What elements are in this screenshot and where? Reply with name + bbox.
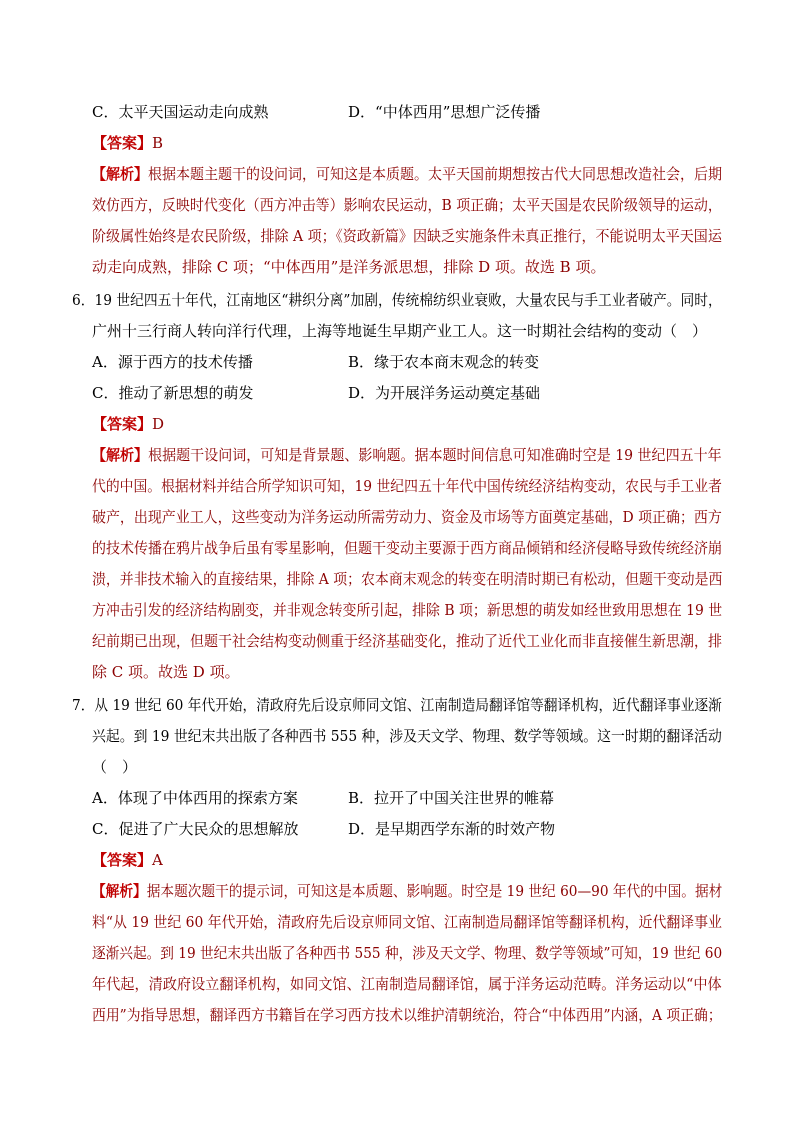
- q7-option-d: D．是早期西学东渐的时效产物: [348, 820, 556, 838]
- q5-answer-line: [92, 134, 163, 152]
- q7-analysis-line-4: 年代起，清政府设立翻译机构，如同文馆、江南制造局翻译馆，属于洋务运动范畴。洋务运动以“中体: [92, 975, 722, 993]
- answer-value: A: [152, 851, 163, 869]
- answer-tag: 【答案】: [92, 134, 153, 152]
- q7-option-c: C．促进了广大民众的思想解放: [92, 820, 299, 838]
- analysis-text: 根据题干设问词，可知是背景题、影响题。据本题时间信息可知准确时空是 19 世纪四五十年: [148, 446, 722, 464]
- q6-stem-line-1: 6．19 世纪四五十年代，江南地区“耕织分离”加剧，传统棉纺织业衰败，大量农民与手工业者破产。同时，: [72, 291, 722, 309]
- q6-analysis-line-2: 代的中国。根据材料并结合所学知识可知，19 世纪四五十年代中国传统经济结构变动，农民与手工业者: [92, 477, 722, 495]
- q6-stem-line-2: 广州十三行商人转向洋行代理，上海等地诞生早期产业工人。这一时期社会结构的变动（ ）: [92, 322, 708, 340]
- q6-option-c: C．推动了新思想的萌发: [92, 384, 254, 402]
- q5-option-c: C．太平天国运动走向成熟: [92, 103, 269, 121]
- q7-analysis-line-3: 逐渐兴起。到 19 世纪末共出版了各种西书 555 种，涉及天文学、物理、数学等领域”可知，19 世纪 60: [92, 944, 723, 962]
- answer-value: B: [152, 134, 164, 152]
- q7-stem-line-2: 兴起。到 19 世纪末共出版了各种西书 555 种，涉及天文学、物理、数学等领域。这一时期的翻译活动: [92, 727, 722, 745]
- q5-analysis-line-1: [92, 165, 722, 183]
- q5-analysis-line-3: 阶级属性始终是农民阶级，排除 A 项；《资政新篇》因缺乏实施条件未真正推行，不能说明太平天国运: [92, 227, 722, 245]
- q6-analysis-line-1: [92, 446, 722, 464]
- q7-analysis-line-2: 料“从 19 世纪 60 年代开始，清政府先后设京师同文馆、江南制造局翻译馆等翻译机构，近代翻译事业: [92, 913, 722, 931]
- q5-option-d: D．“中体西用”思想广泛传播: [348, 103, 541, 121]
- analysis-text: 根据本题主题干的设问词，可知这是本质题。太平天国前期想按古代大同思想改造社会，后期: [148, 165, 723, 183]
- q7-option-a: A．体现了中体西用的探索方案: [92, 789, 298, 807]
- analysis-tag: 【解析】: [92, 882, 147, 900]
- q7-stem-line-1: 7．从 19 世纪 60 年代开始，清政府先后设京师同文馆、江南制造局翻译馆等翻译机构，近代翻译事业逐渐: [72, 696, 722, 714]
- q6-analysis-line-8: 除 C 项。故选 D 项。: [92, 663, 240, 681]
- analysis-tag: 【解析】: [92, 165, 149, 183]
- q5-analysis-line-2: 效仿西方，反映时代变化（西方冲击等）影响农民运动，B 项正确；太平天国是农民阶级领导的运动，: [92, 196, 722, 214]
- q7-analysis-line-5: 西用”为指导思想，翻译西方书籍旨在学习西方技术以维护清朝统治，符合“中体西用”内涵，A 项正确；: [92, 1006, 722, 1024]
- q6-analysis-line-3: 破产，出现产业工人，这些变动为洋务运动所需劳动力、资金及市场等方面奠定基础，D 项正确；西方: [92, 508, 722, 526]
- q6-analysis-line-6: 方冲击引发的经济结构剧变，并非观念转变所引起，排除 B 项；新思想的萌发如经世致用思想在 19 世: [92, 601, 723, 619]
- analysis-tag: 【解析】: [92, 446, 149, 464]
- answer-tag: 【答案】: [92, 851, 153, 869]
- q6-analysis-line-5: 溃，并非技术输入的直接结果，排除 A 项；农本商末观念的转变在明清时期已有松动，但题干变动是西: [92, 570, 723, 588]
- answer-value: D: [152, 415, 165, 433]
- q6-option-b: B．缘于农本商末观念的转变: [348, 353, 540, 371]
- q6-option-a: A．源于西方的技术传播: [92, 353, 253, 371]
- answer-tag: 【答案】: [92, 415, 153, 433]
- q6-option-d: D．为开展洋务运动奠定基础: [348, 384, 541, 402]
- q7-stem-line-3: （ ）: [92, 758, 138, 776]
- q6-answer-line: [92, 415, 164, 433]
- q7-option-b: B．拉开了中国关注世界的帷幕: [348, 789, 555, 807]
- q7-analysis-line-1: [92, 882, 722, 900]
- q7-answer-line: [92, 851, 163, 869]
- q6-analysis-line-4: 的技术传播在鸦片战争后虽有零星影响，但题干变动主要源于西方商品倾销和经济侵略导致传统经济崩: [92, 539, 722, 557]
- q5-analysis-line-4: 动走向成熟，排除 C 项；“中体西用”是洋务派思想，排除 D 项。故选 B 项。: [92, 258, 606, 276]
- q6-analysis-line-7: 纪前期已出现，但题干社会结构变动侧重于经济基础变化，推动了近代工业化而非直接催生新思潮，排: [92, 632, 722, 650]
- analysis-text: 据本题次题干的提示词，可知这是本质题、影响题。时空是 19 世纪 60—90 年代的中国。据材: [146, 882, 723, 900]
